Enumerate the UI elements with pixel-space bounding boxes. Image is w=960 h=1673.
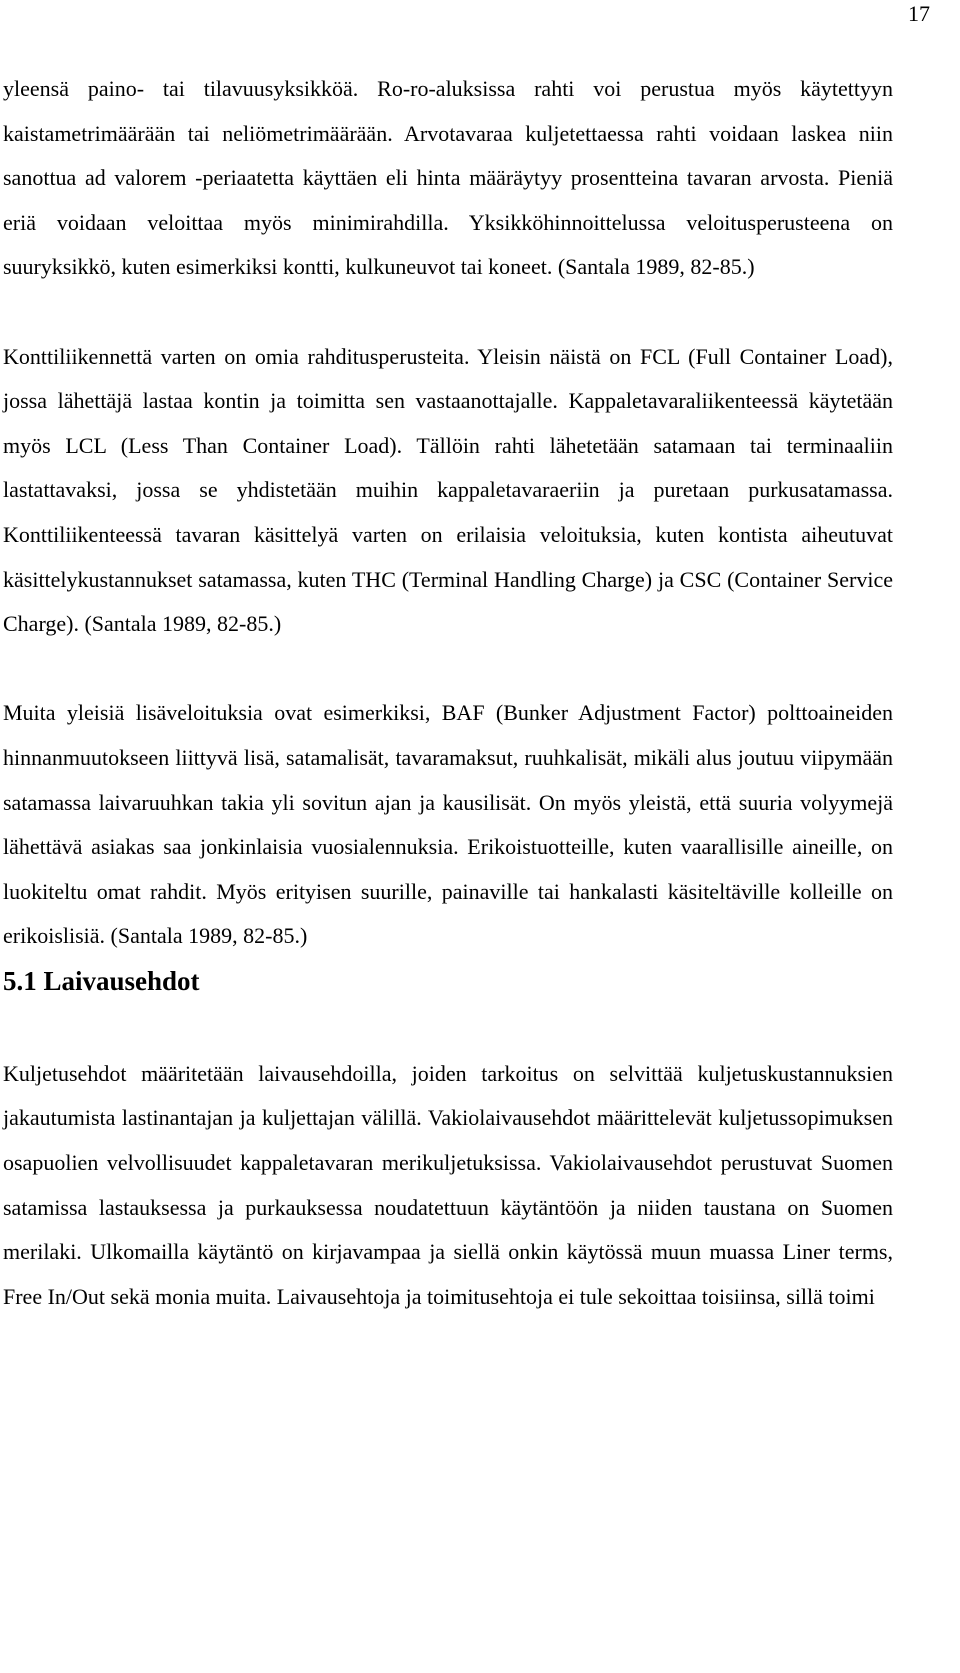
document-body [3,67,893,1319]
paragraph-container-traffic: Konttiliikennettä varten on omia rahditusperusteita. Yleisin näistä on FCL (Full Container Load), jossa lähettäjä lastaa kontin ja toimitta sen vastaanottajalle. Kappaletavaraliikenteessä käytetään myös LCL (Less Than Container Load). Tällöin rahti lähetetään satamaan tai terminaaliin lastattavaksi, jossa se yhdistetään muihin kappaletavaraeriin ja puretaan purkusatamassa. Konttiliikenteessä tavaran käsittelyä varten on erilaisia veloituksia, kuten kontista aiheutuvat käsittelykustannukset satamassa, kuten THC (Terminal Handling Charge) ja CSC (Container Service Charge). (Santala 1989, 82-85.) [3,343,893,637]
paragraph-shipping-terms: Kuljetusehdot määritetään laivausehdoilla, joiden tarkoitus on selvittää kuljetuskustannuksien jakautumista lastinantajan ja kuljettajan välillä. Vakiolaivausehdot määrittelevät kuljetussopimuksen osapuolien velvollisuudet kappaletavaran merikuljetuksissa. Vakiolaivausehdot perustuvat Suomen satamissa lastauksessa ja purkauksessa noudatettuun käytäntöön ja niiden taustana on Suomen merilaki. Ulkomailla käytäntö on kirjavampaa ja siellä onkin käytössä muun muassa Liner terms, Free In/Out sekä monia muita. Laivausehtoja ja toimitusehtoja ei tule sekoittaa toisiinsa, sillä toimi [3,1060,893,1309]
page-number: 17 [908,1,930,26]
section-heading: 5.1 Laivausehdot [3,965,200,996]
paragraph-freight-basis: yleensä paino- tai tilavuusyksikköä. Ro-ro-aluksissa rahti voi perustua myös käytettyyn kaistametrimäärään tai neliömetrimäärään. Arvotavaraa kuljetettaessa rahti voidaan laskea niin sanottua ad valorem -periaatetta käyttäen eli hinta määräytyy prosentteina tavaran arvosta. Pieniä eriä voidaan veloittaa myös minimirahdilla. Yksikköhinnoittelussa veloitusperusteena on suuryksikkö, kuten esimerkiksi kontti, kulkuneuvot tai koneet. (Santala 1989, 82-85.) [3,76,893,280]
paragraph-surcharges: Muita yleisiä lisäveloituksia ovat esimerkiksi, BAF (Bunker Adjustment Factor) polttoaineiden hinnanmuutokseen liittyvä lisä, satamalisät, tavaramaksut, ruuhkalisät, mikäli alus joutuu viipymään satamassa laivaruuhkan takia yli sovitun ajan ja kausilisät. On myös yleistä, että suuria volyymejä lähettävä asiakas saa jonkinlaisia vuosialennuksia. Erikoistuotteille, kuten vaarallisille aineille, on luokiteltu omat rahdit. Myös erityisen suurille, painaville tai hankalasti käsiteltäville kolleille on erikoislisiä. (Santala 1989, 82-85.) [3,700,893,949]
